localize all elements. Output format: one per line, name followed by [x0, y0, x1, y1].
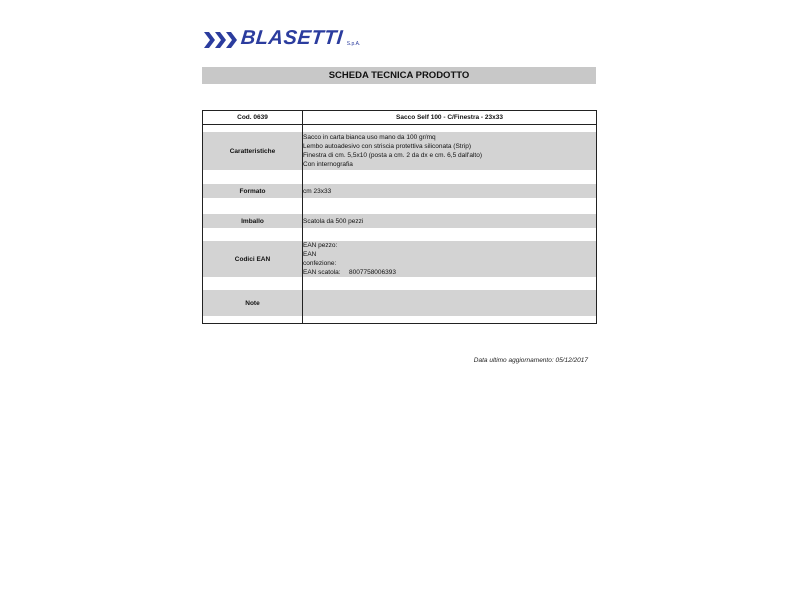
ean-scatola-value: 8007758006393	[349, 269, 396, 276]
caratteristiche-line: Lembo autoadesivo con striscia protettiva siliconata (Strip)	[303, 143, 471, 150]
row-codici-ean	[203, 241, 597, 277]
imballo-label: Imballo	[203, 214, 303, 228]
triple-chevron-logo-icon	[204, 32, 238, 48]
ean-scatola-label: EAN scatola:	[303, 269, 341, 276]
product-code: Cod. 0639	[203, 111, 303, 125]
last-updated-date: Data ultimo aggiornamento: 05/12/2017	[473, 357, 588, 364]
company-logo	[204, 24, 360, 48]
caratteristiche-label: Caratteristiche	[203, 132, 303, 170]
caratteristiche-line: Con internografia	[303, 161, 353, 168]
product-spec-table	[202, 110, 597, 324]
caratteristiche-line: Finestra di cm. 5,5x10 (posta a cm. 2 da dx e cm. 6,5 dall'alto)	[303, 152, 482, 159]
product-name: Sacco Self 100 - C/Finestra - 23x33	[303, 111, 597, 125]
caratteristiche-value	[303, 132, 597, 170]
imballo-value: Scatola da 500 pezzi	[303, 214, 597, 228]
codici-ean-value	[303, 241, 597, 277]
note-value	[303, 290, 597, 316]
logo-suffix: S.p.A.	[346, 41, 361, 47]
page-title: SCHEDA TECNICA PRODOTTO	[202, 67, 596, 84]
row-imballo	[203, 214, 597, 228]
table-header-row	[203, 111, 597, 125]
row-caratteristiche	[203, 132, 597, 170]
formato-label: Formato	[203, 184, 303, 198]
row-formato	[203, 184, 597, 198]
codici-ean-label: Codici EAN	[203, 241, 303, 277]
caratteristiche-line: Sacco in carta bianca uso mano da 100 gr/mq	[303, 134, 436, 141]
ean-confezione-label: EAN confezione:	[303, 251, 337, 267]
note-label: Note	[203, 290, 303, 316]
logo-text: BLASETTI	[239, 27, 344, 49]
row-note	[203, 290, 597, 316]
ean-pezzo-label: EAN pezzo:	[303, 242, 338, 249]
formato-value: cm 23x33	[303, 184, 597, 198]
